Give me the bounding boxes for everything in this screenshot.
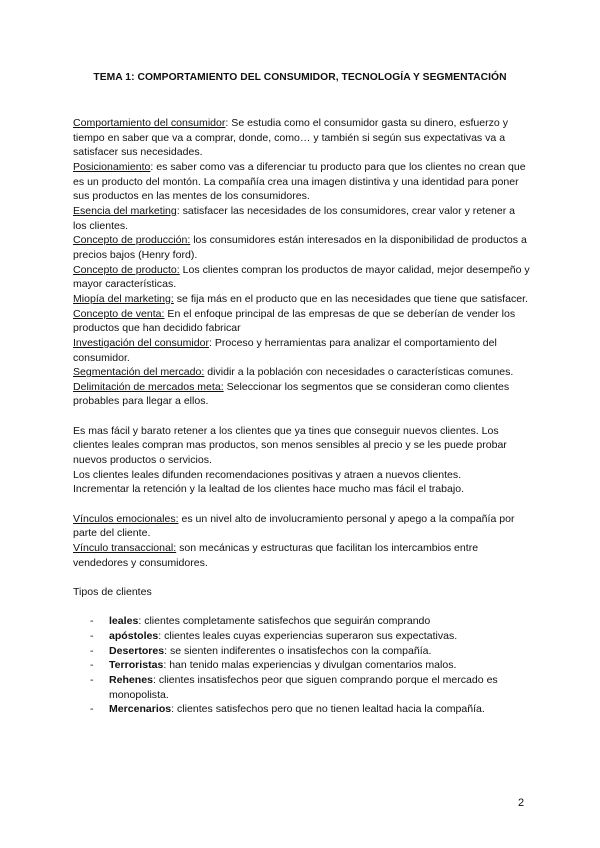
client-type-text: : clientes completamente satisfechos que seguirán comprando bbox=[138, 615, 431, 628]
client-type-name: leales bbox=[109, 615, 139, 628]
bullet-dash: - bbox=[90, 703, 94, 716]
definition-item bbox=[73, 233, 531, 262]
vinculo-item bbox=[73, 512, 531, 541]
definition-text: los consumidores están interesados en la disponibilidad de productos a precios bajos (Henry ford). bbox=[73, 234, 527, 261]
client-type-name: Desertores bbox=[109, 644, 165, 657]
spacer bbox=[73, 497, 531, 512]
definition-item bbox=[73, 365, 531, 380]
vinculo-text: es un nivel alto de involucramiento personal y apego a la compañía por parte del cliente. bbox=[73, 512, 515, 540]
definition-separator: : bbox=[150, 160, 154, 173]
list-item bbox=[73, 644, 531, 659]
bullet-dash: - bbox=[90, 644, 94, 657]
definition-term: Comportamiento del consumidor bbox=[73, 117, 226, 129]
document-body bbox=[73, 116, 531, 717]
vinculo-text: son mecánicas y estructuras que facilitan los intercambios entre vendedores y consumidores. bbox=[73, 541, 479, 569]
client-type-text: : clientes insatisfechos peor que siguen comprando porque el mercado es monopolista. bbox=[109, 674, 498, 701]
page-number: 2 bbox=[518, 797, 525, 809]
definition-text: satisfacer las necesidades de los consumidores, crear valor y retener a los clientes. bbox=[73, 204, 516, 232]
definition-item bbox=[73, 336, 531, 365]
bullet-dash: - bbox=[90, 659, 94, 672]
definition-term: Miopía del marketing: bbox=[73, 292, 174, 305]
definition-term: Concepto de producto: bbox=[73, 263, 180, 276]
definition-item bbox=[73, 380, 531, 409]
client-type-text: : clientes satisfechos pero que no tienen lealtad hacia la compañía. bbox=[171, 703, 485, 716]
definition-item bbox=[73, 263, 531, 292]
client-type-text: : se sienten indiferentes o insatisfechos con la compañía. bbox=[164, 644, 432, 657]
spacer bbox=[73, 570, 531, 585]
retention-paragraph: Los clientes leales difunden recomendaciones positivas y atraen a nuevos clientes. bbox=[73, 468, 462, 481]
client-type-text: : clientes leales cuyas experiencias superaron sus expectativas. bbox=[158, 630, 458, 643]
vinculo-term: Vínculo transaccional: bbox=[73, 541, 177, 554]
definition-term: Concepto de producción: bbox=[73, 234, 191, 247]
client-type-name: apóstoles bbox=[109, 630, 159, 643]
list-item bbox=[73, 629, 531, 644]
definition-text: se fija más en el producto que en las necesidades que tiene que satisfacer. bbox=[173, 292, 528, 305]
client-type-name: Terroristas bbox=[109, 659, 164, 672]
definition-separator: : bbox=[176, 204, 180, 217]
page-title: TEMA 1: COMPORTAMIENTO DEL CONSUMIDOR, TECNOLOGÍA Y SEGMENTACIÓN bbox=[93, 72, 507, 83]
client-type-name: Rehenes bbox=[109, 674, 153, 687]
definition-term: Concepto de venta: bbox=[73, 307, 165, 320]
retention-paragraph: Incrementar la retención y la lealtad de los clientes hace mucho mas fácil el trabajo. bbox=[73, 483, 465, 496]
definition-term: Posicionamiento bbox=[73, 160, 151, 173]
definition-text: dividir a la población con necesidades o características comunes. bbox=[204, 366, 514, 379]
bullet-dash: - bbox=[90, 615, 94, 628]
client-types-list bbox=[73, 614, 531, 717]
vinculo-term: Vínculos emocionales: bbox=[73, 512, 179, 525]
definition-item bbox=[73, 160, 531, 204]
list-item bbox=[73, 702, 531, 717]
list-item bbox=[73, 614, 531, 629]
definition-item bbox=[73, 204, 531, 233]
definition-term: Segmentación del mercado: bbox=[73, 366, 205, 379]
retention-paragraph: Es mas fácil y barato retener a los clientes que ya tines que conseguir nuevos clientes. Los clientes leales compran mas productos, son menos sensibles al precio y se les puede probar nuevos productos o servicios. bbox=[73, 424, 507, 467]
definition-item bbox=[73, 116, 531, 160]
tipos-heading: Tipos de clientes bbox=[73, 585, 152, 598]
definition-term: Delimitación de mercados meta: bbox=[73, 380, 224, 393]
list-item bbox=[73, 658, 531, 673]
definition-text: es saber como vas a diferenciar tu producto para que los clientes no crean que es un producto del montón. La compañía crea una imagen distintiva y una identidad para poner sus productos en las mentes de los consumidores. bbox=[73, 160, 526, 203]
bullet-dash: - bbox=[90, 630, 94, 643]
definition-text: Seleccionar los segmentos que se consideran como clientes probables para llegar a ellos. bbox=[73, 380, 510, 408]
definition-text: Proceso y herramientas para analizar el comportamiento del consumidor. bbox=[73, 336, 497, 364]
list-item bbox=[73, 673, 531, 702]
definition-item bbox=[73, 292, 531, 307]
client-type-name: Mercenarios bbox=[109, 703, 172, 716]
definition-text: Los clientes compran los productos de mayor calidad, mejor desempeño y mayor características. bbox=[73, 263, 530, 291]
definition-separator: : bbox=[209, 336, 212, 349]
definition-text: Se estudia como el consumidor gasta su dinero, esfuerzo y tiempo en saber que va a comprar, donde, como… y también si según sus expectativas va a satisfacer sus necesidades. bbox=[73, 117, 509, 159]
definition-separator: : bbox=[225, 117, 229, 129]
definition-item bbox=[73, 307, 531, 336]
vinculo-item bbox=[73, 541, 531, 570]
definition-text: En el enfoque principal de las empresas de que se deberían de vender los productos que han decidido fabricar bbox=[73, 307, 516, 335]
client-type-text: : han tenido malas experiencias y divulgan comentarios malos. bbox=[163, 659, 457, 672]
bullet-dash: - bbox=[90, 674, 94, 687]
definition-term: Esencia del marketing bbox=[73, 204, 177, 217]
definition-term: Investigación del consumidor bbox=[73, 336, 210, 349]
spacer bbox=[73, 409, 531, 424]
